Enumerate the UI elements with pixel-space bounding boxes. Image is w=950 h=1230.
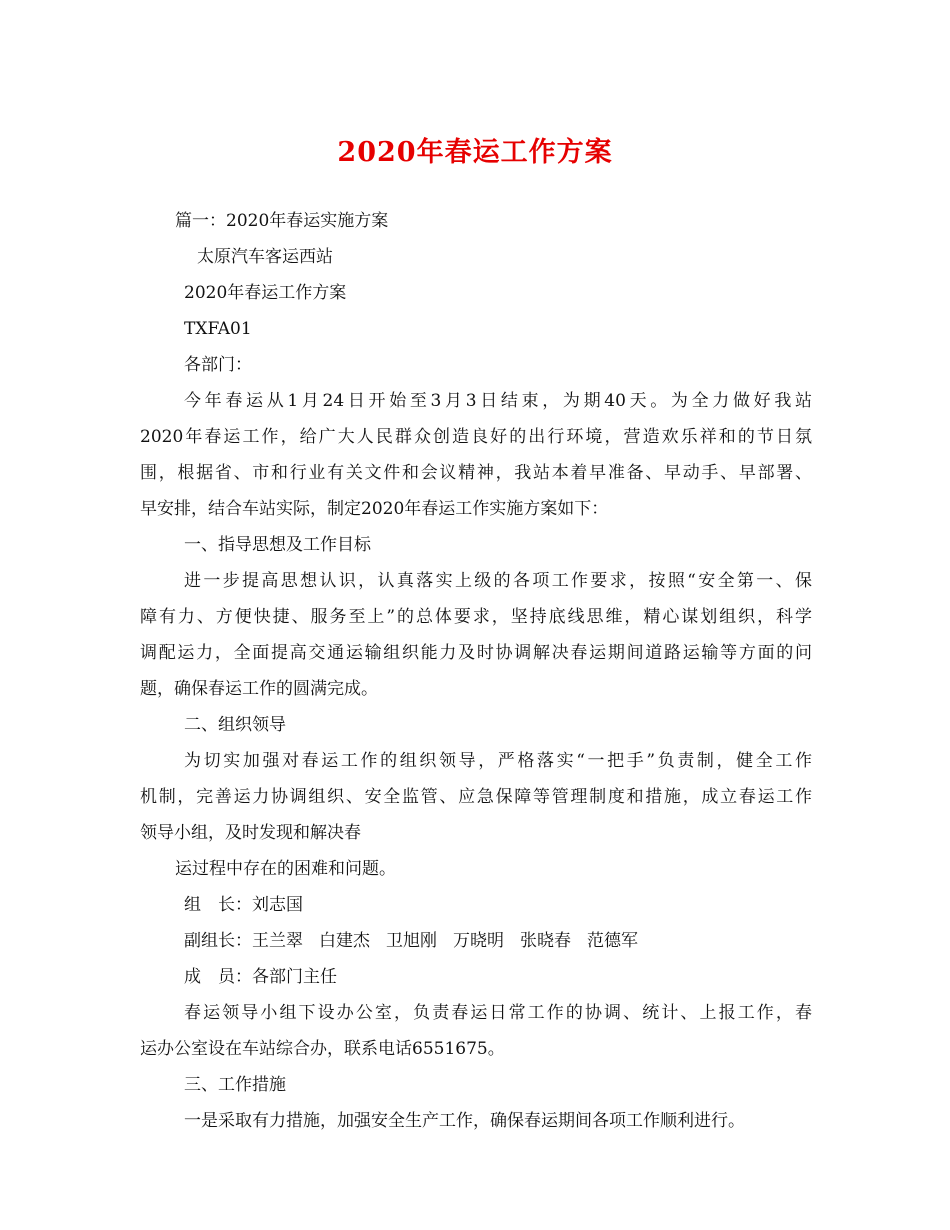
section-heading: 三、工作措施 [184,1075,286,1095]
paragraph-line: 题，确保春运工作的圆满完成。 [140,679,378,699]
deputy-name: 白建杰 [319,931,370,951]
deputy-leaders-line [140,923,812,959]
document-body [140,203,812,1139]
paragraph-line: 机制，完善运力协调组织、安全监管、应急保障等管理制度和措施，成立春运工作 [140,787,812,807]
section-heading: 二、组织领导 [184,715,286,735]
deputy-name: 张晓春 [520,931,571,951]
paragraph-line: 一是采取有力措施，加强安全生产工作，确保春运期间各项工作顺利进行。 [184,1111,745,1131]
paragraph-line: 2020年春运工作方案 [184,283,347,303]
paragraph-line: 调配运力，全面提高交通运输组织能力及时协调解决春运期间道路运输等方面的问 [140,643,812,663]
paragraph-line: 太原汽车客运西站 [197,247,333,267]
paragraph-line: 障有力、方便快捷、服务至上”的总体要求，坚持底线思维，精心谋划组织，科学 [140,607,812,627]
team-leader-line: 组 长：刘志国 [184,895,303,915]
deputy-name: 王兰翠 [252,931,303,951]
deputy-name: 卫旭刚 [386,931,437,951]
paragraph-line: 为切实加强对春运工作的组织领导，严格落实“一把手”负责制，健全工作 [184,751,812,771]
paragraph-line: TXFA01 [184,319,252,339]
paragraph-line: 围，根据省、市和行业有关文件和会议精神，我站本着早准备、早动手、早部署、 [140,463,812,483]
document-title: 2020年春运工作方案 [337,137,613,168]
deputy-label: 副组长： [184,931,252,951]
paragraph-line: 春运领导小组下设办公室，负责春运日常工作的协调、统计、上报工作，春 [184,1003,812,1023]
paragraph-line: 领导小组，及时发现和解决春 [140,823,361,843]
paragraph-line: 运过程中存在的困难和问题。 [175,859,396,879]
paragraph-line: 各部门： [184,355,252,375]
paragraph-line: 篇一：2020年春运实施方案 [175,211,389,231]
paragraph-line: 进一步提高思想认识，认真落实上级的各项工作要求，按照“安全第一、保 [184,571,812,591]
paragraph-line: 2020年春运工作，给广大人民群众创造良好的出行环境，营造欢乐祥和的节日氛 [140,427,812,447]
paragraph-line: 早安排，结合车站实际，制定2020年春运工作实施方案如下： [140,499,609,519]
paragraph-line: 运办公室设在车站综合办，联系电话6551675。 [140,1039,505,1059]
members-line: 成 员：各部门主任 [184,967,337,987]
deputy-name: 范德军 [587,931,638,951]
section-heading: 一、指导思想及工作目标 [184,535,371,555]
deputy-name: 万晓明 [453,931,504,951]
paragraph-line: 今年春运从1月24日开始至3月3日结束，为期40天。为全力做好我站 [184,391,812,411]
